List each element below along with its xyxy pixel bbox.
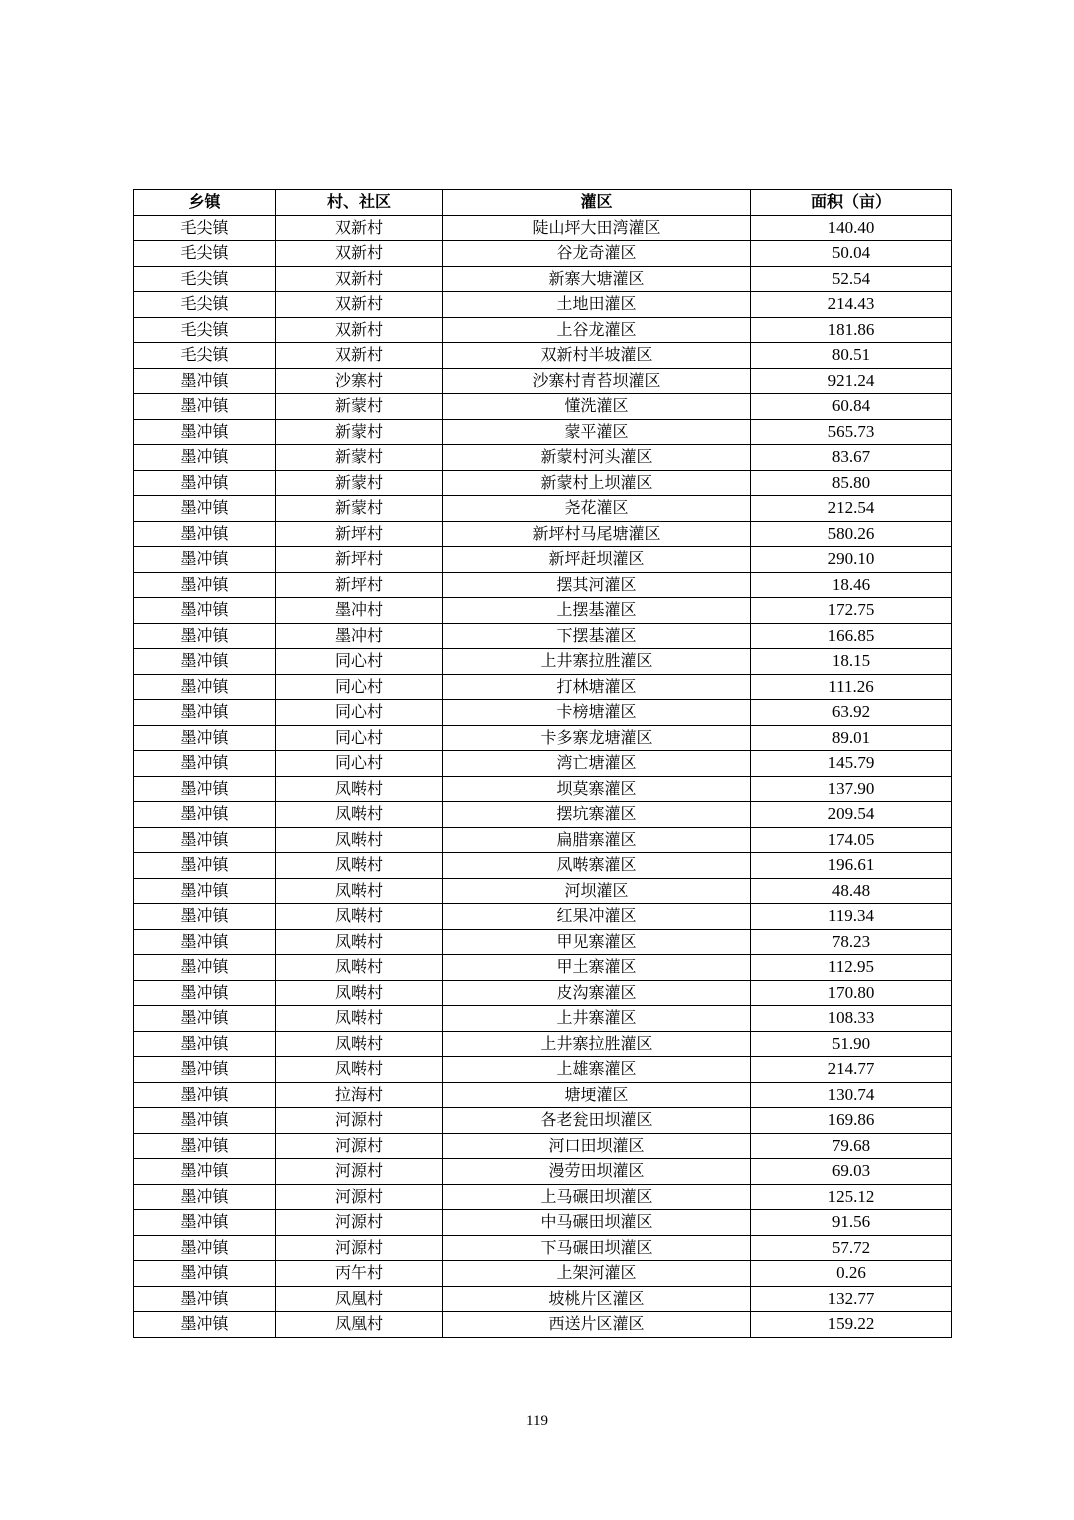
cell-area: 290.10 bbox=[751, 547, 952, 573]
table-row bbox=[134, 1312, 952, 1338]
cell-irrigation-area: 尧花灌区 bbox=[443, 496, 751, 522]
cell-area: 119.34 bbox=[751, 904, 952, 930]
table-row bbox=[134, 496, 952, 522]
cell-irrigation-area: 下马碾田坝灌区 bbox=[443, 1235, 751, 1261]
table-row bbox=[134, 649, 952, 675]
table-row bbox=[134, 1184, 952, 1210]
cell-township: 墨冲镇 bbox=[134, 394, 276, 420]
table-row bbox=[134, 751, 952, 777]
cell-township: 墨冲镇 bbox=[134, 598, 276, 624]
table-row bbox=[134, 266, 952, 292]
table-row bbox=[134, 955, 952, 981]
cell-village: 凤啭村 bbox=[276, 802, 443, 828]
cell-irrigation-area: 新蒙村上坝灌区 bbox=[443, 470, 751, 496]
table-row bbox=[134, 317, 952, 343]
cell-area: 80.51 bbox=[751, 343, 952, 369]
cell-township: 墨冲镇 bbox=[134, 878, 276, 904]
table-header bbox=[134, 190, 952, 216]
cell-area: 166.85 bbox=[751, 623, 952, 649]
cell-village: 新蒙村 bbox=[276, 394, 443, 420]
cell-area: 79.68 bbox=[751, 1133, 952, 1159]
cell-township: 墨冲镇 bbox=[134, 547, 276, 573]
cell-township: 墨冲镇 bbox=[134, 1133, 276, 1159]
cell-township: 毛尖镇 bbox=[134, 317, 276, 343]
cell-area: 83.67 bbox=[751, 445, 952, 471]
cell-village: 双新村 bbox=[276, 241, 443, 267]
cell-village: 凤啭村 bbox=[276, 1006, 443, 1032]
cell-township: 墨冲镇 bbox=[134, 904, 276, 930]
cell-township: 墨冲镇 bbox=[134, 496, 276, 522]
cell-township: 墨冲镇 bbox=[134, 623, 276, 649]
table-row bbox=[134, 521, 952, 547]
table-row bbox=[134, 853, 952, 879]
cell-irrigation-area: 新寨大塘灌区 bbox=[443, 266, 751, 292]
cell-irrigation-area: 西送片区灌区 bbox=[443, 1312, 751, 1338]
table-row bbox=[134, 292, 952, 318]
cell-irrigation-area: 各老瓮田坝灌区 bbox=[443, 1108, 751, 1134]
cell-village: 凤啭村 bbox=[276, 853, 443, 879]
cell-irrigation-area: 甲见寨灌区 bbox=[443, 929, 751, 955]
cell-irrigation-area: 上马碾田坝灌区 bbox=[443, 1184, 751, 1210]
cell-village: 凤啭村 bbox=[276, 1057, 443, 1083]
cell-area: 196.61 bbox=[751, 853, 952, 879]
cell-village: 双新村 bbox=[276, 317, 443, 343]
cell-irrigation-area: 新坪村马尾塘灌区 bbox=[443, 521, 751, 547]
cell-irrigation-area: 皮沟寨灌区 bbox=[443, 980, 751, 1006]
page-number: 119 bbox=[526, 1413, 548, 1429]
table-row bbox=[134, 904, 952, 930]
cell-township: 墨冲镇 bbox=[134, 802, 276, 828]
cell-village: 双新村 bbox=[276, 215, 443, 241]
cell-village: 丙午村 bbox=[276, 1261, 443, 1287]
cell-area: 125.12 bbox=[751, 1184, 952, 1210]
cell-area: 170.80 bbox=[751, 980, 952, 1006]
table-body bbox=[134, 215, 952, 1337]
cell-area: 112.95 bbox=[751, 955, 952, 981]
table-row bbox=[134, 674, 952, 700]
cell-irrigation-area: 上架河灌区 bbox=[443, 1261, 751, 1287]
cell-area: 172.75 bbox=[751, 598, 952, 624]
cell-area: 89.01 bbox=[751, 725, 952, 751]
cell-village: 凤凰村 bbox=[276, 1312, 443, 1338]
table-row bbox=[134, 547, 952, 573]
cell-area: 18.15 bbox=[751, 649, 952, 675]
cell-area: 60.84 bbox=[751, 394, 952, 420]
table-row bbox=[134, 241, 952, 267]
cell-village: 墨冲村 bbox=[276, 598, 443, 624]
cell-township: 墨冲镇 bbox=[134, 674, 276, 700]
table-row bbox=[134, 827, 952, 853]
cell-irrigation-area: 河口田坝灌区 bbox=[443, 1133, 751, 1159]
cell-township: 毛尖镇 bbox=[134, 241, 276, 267]
table-row bbox=[134, 1133, 952, 1159]
table-row bbox=[134, 572, 952, 598]
cell-irrigation-area: 湾亡塘灌区 bbox=[443, 751, 751, 777]
cell-irrigation-area: 凤啭寨灌区 bbox=[443, 853, 751, 879]
cell-irrigation-area: 甲土寨灌区 bbox=[443, 955, 751, 981]
cell-irrigation-area: 上井寨灌区 bbox=[443, 1006, 751, 1032]
cell-township: 毛尖镇 bbox=[134, 266, 276, 292]
cell-irrigation-area: 塘埂灌区 bbox=[443, 1082, 751, 1108]
cell-irrigation-area: 上雄寨灌区 bbox=[443, 1057, 751, 1083]
cell-area: 69.03 bbox=[751, 1159, 952, 1185]
table-row bbox=[134, 343, 952, 369]
cell-village: 新蒙村 bbox=[276, 496, 443, 522]
table-row bbox=[134, 1057, 952, 1083]
table-row bbox=[134, 470, 952, 496]
cell-township: 墨冲镇 bbox=[134, 445, 276, 471]
cell-area: 169.86 bbox=[751, 1108, 952, 1134]
cell-area: 159.22 bbox=[751, 1312, 952, 1338]
table-row bbox=[134, 623, 952, 649]
table-row bbox=[134, 368, 952, 394]
cell-township: 墨冲镇 bbox=[134, 1006, 276, 1032]
cell-village: 凤凰村 bbox=[276, 1286, 443, 1312]
cell-irrigation-area: 坝莫寨灌区 bbox=[443, 776, 751, 802]
cell-village: 沙寨村 bbox=[276, 368, 443, 394]
cell-village: 河源村 bbox=[276, 1133, 443, 1159]
cell-village: 新蒙村 bbox=[276, 470, 443, 496]
table-row bbox=[134, 1261, 952, 1287]
cell-village: 凤啭村 bbox=[276, 776, 443, 802]
cell-irrigation-area: 摆坑寨灌区 bbox=[443, 802, 751, 828]
cell-irrigation-area: 中马碾田坝灌区 bbox=[443, 1210, 751, 1236]
cell-township: 墨冲镇 bbox=[134, 1261, 276, 1287]
cell-village: 河源村 bbox=[276, 1235, 443, 1261]
table-row bbox=[134, 980, 952, 1006]
cell-irrigation-area: 新蒙村河头灌区 bbox=[443, 445, 751, 471]
cell-area: 137.90 bbox=[751, 776, 952, 802]
cell-village: 凤啭村 bbox=[276, 904, 443, 930]
cell-area: 565.73 bbox=[751, 419, 952, 445]
table-row bbox=[134, 1006, 952, 1032]
cell-irrigation-area: 土地田灌区 bbox=[443, 292, 751, 318]
header-area-mu: 面积（亩） bbox=[751, 190, 952, 216]
table-row bbox=[134, 802, 952, 828]
cell-village: 同心村 bbox=[276, 649, 443, 675]
cell-township: 墨冲镇 bbox=[134, 751, 276, 777]
cell-village: 河源村 bbox=[276, 1184, 443, 1210]
cell-township: 墨冲镇 bbox=[134, 521, 276, 547]
cell-area: 63.92 bbox=[751, 700, 952, 726]
table-row bbox=[134, 700, 952, 726]
cell-village: 凤啭村 bbox=[276, 980, 443, 1006]
cell-township: 墨冲镇 bbox=[134, 1082, 276, 1108]
cell-area: 52.54 bbox=[751, 266, 952, 292]
table-row bbox=[134, 929, 952, 955]
cell-irrigation-area: 卡多寨龙塘灌区 bbox=[443, 725, 751, 751]
table-row bbox=[134, 878, 952, 904]
cell-township: 毛尖镇 bbox=[134, 292, 276, 318]
table-row bbox=[134, 1108, 952, 1134]
cell-area: 18.46 bbox=[751, 572, 952, 598]
cell-irrigation-area: 摆其河灌区 bbox=[443, 572, 751, 598]
irrigation-area-table bbox=[133, 189, 952, 1338]
cell-township: 墨冲镇 bbox=[134, 649, 276, 675]
cell-village: 新蒙村 bbox=[276, 445, 443, 471]
cell-township: 墨冲镇 bbox=[134, 725, 276, 751]
cell-village: 双新村 bbox=[276, 343, 443, 369]
table-row bbox=[134, 1210, 952, 1236]
cell-area: 209.54 bbox=[751, 802, 952, 828]
cell-irrigation-area: 陡山坪大田湾灌区 bbox=[443, 215, 751, 241]
cell-village: 同心村 bbox=[276, 725, 443, 751]
cell-village: 凤啭村 bbox=[276, 929, 443, 955]
cell-village: 双新村 bbox=[276, 292, 443, 318]
cell-area: 48.48 bbox=[751, 878, 952, 904]
table-row bbox=[134, 445, 952, 471]
cell-township: 墨冲镇 bbox=[134, 1235, 276, 1261]
cell-township: 墨冲镇 bbox=[134, 419, 276, 445]
header-irrigation-area: 灌区 bbox=[443, 190, 751, 216]
cell-village: 河源村 bbox=[276, 1159, 443, 1185]
cell-area: 111.26 bbox=[751, 674, 952, 700]
table-row bbox=[134, 419, 952, 445]
cell-village: 凤啭村 bbox=[276, 878, 443, 904]
header-township: 乡镇 bbox=[134, 190, 276, 216]
cell-township: 墨冲镇 bbox=[134, 1108, 276, 1134]
cell-area: 212.54 bbox=[751, 496, 952, 522]
cell-village: 新坪村 bbox=[276, 547, 443, 573]
cell-village: 凤啭村 bbox=[276, 827, 443, 853]
cell-village: 新坪村 bbox=[276, 521, 443, 547]
cell-township: 墨冲镇 bbox=[134, 955, 276, 981]
cell-township: 毛尖镇 bbox=[134, 215, 276, 241]
cell-township: 墨冲镇 bbox=[134, 929, 276, 955]
cell-township: 墨冲镇 bbox=[134, 1184, 276, 1210]
cell-area: 181.86 bbox=[751, 317, 952, 343]
cell-village: 同心村 bbox=[276, 700, 443, 726]
cell-irrigation-area: 红果冲灌区 bbox=[443, 904, 751, 930]
cell-village: 河源村 bbox=[276, 1210, 443, 1236]
cell-irrigation-area: 上谷龙灌区 bbox=[443, 317, 751, 343]
cell-township: 墨冲镇 bbox=[134, 827, 276, 853]
cell-area: 214.77 bbox=[751, 1057, 952, 1083]
cell-area: 130.74 bbox=[751, 1082, 952, 1108]
table-row bbox=[134, 725, 952, 751]
table-row bbox=[134, 215, 952, 241]
cell-irrigation-area: 上井寨拉胜灌区 bbox=[443, 649, 751, 675]
cell-area: 91.56 bbox=[751, 1210, 952, 1236]
cell-area: 580.26 bbox=[751, 521, 952, 547]
table-row bbox=[134, 1031, 952, 1057]
cell-village: 新蒙村 bbox=[276, 419, 443, 445]
cell-area: 140.40 bbox=[751, 215, 952, 241]
cell-village: 同心村 bbox=[276, 751, 443, 777]
cell-irrigation-area: 河坝灌区 bbox=[443, 878, 751, 904]
cell-township: 墨冲镇 bbox=[134, 853, 276, 879]
cell-village: 河源村 bbox=[276, 1108, 443, 1134]
cell-township: 墨冲镇 bbox=[134, 1031, 276, 1057]
cell-area: 921.24 bbox=[751, 368, 952, 394]
cell-township: 墨冲镇 bbox=[134, 368, 276, 394]
cell-area: 214.43 bbox=[751, 292, 952, 318]
cell-area: 0.26 bbox=[751, 1261, 952, 1287]
cell-irrigation-area: 漫劳田坝灌区 bbox=[443, 1159, 751, 1185]
cell-irrigation-area: 谷龙奇灌区 bbox=[443, 241, 751, 267]
cell-irrigation-area: 上摆基灌区 bbox=[443, 598, 751, 624]
cell-township: 墨冲镇 bbox=[134, 700, 276, 726]
cell-township: 墨冲镇 bbox=[134, 980, 276, 1006]
cell-area: 108.33 bbox=[751, 1006, 952, 1032]
cell-area: 85.80 bbox=[751, 470, 952, 496]
cell-village: 拉海村 bbox=[276, 1082, 443, 1108]
header-row bbox=[134, 190, 952, 216]
table-row bbox=[134, 1159, 952, 1185]
table-row bbox=[134, 1286, 952, 1312]
cell-irrigation-area: 蒙平灌区 bbox=[443, 419, 751, 445]
cell-irrigation-area: 卡榜塘灌区 bbox=[443, 700, 751, 726]
cell-irrigation-area: 打林塘灌区 bbox=[443, 674, 751, 700]
table-row bbox=[134, 394, 952, 420]
cell-township: 墨冲镇 bbox=[134, 470, 276, 496]
cell-village: 双新村 bbox=[276, 266, 443, 292]
cell-irrigation-area: 双新村半坡灌区 bbox=[443, 343, 751, 369]
cell-township: 墨冲镇 bbox=[134, 1286, 276, 1312]
cell-area: 132.77 bbox=[751, 1286, 952, 1312]
cell-township: 墨冲镇 bbox=[134, 776, 276, 802]
cell-irrigation-area: 上井寨拉胜灌区 bbox=[443, 1031, 751, 1057]
cell-area: 50.04 bbox=[751, 241, 952, 267]
cell-irrigation-area: 扁腊寨灌区 bbox=[443, 827, 751, 853]
cell-village: 同心村 bbox=[276, 674, 443, 700]
cell-township: 毛尖镇 bbox=[134, 343, 276, 369]
cell-area: 174.05 bbox=[751, 827, 952, 853]
header-village: 村、社区 bbox=[276, 190, 443, 216]
cell-township: 墨冲镇 bbox=[134, 1159, 276, 1185]
cell-irrigation-area: 下摆基灌区 bbox=[443, 623, 751, 649]
cell-village: 凤啭村 bbox=[276, 955, 443, 981]
cell-irrigation-area: 坡桃片区灌区 bbox=[443, 1286, 751, 1312]
cell-irrigation-area: 懂洗灌区 bbox=[443, 394, 751, 420]
table-row bbox=[134, 598, 952, 624]
table-row bbox=[134, 1235, 952, 1261]
cell-village: 凤啭村 bbox=[276, 1031, 443, 1057]
cell-area: 51.90 bbox=[751, 1031, 952, 1057]
table-row bbox=[134, 1082, 952, 1108]
cell-area: 57.72 bbox=[751, 1235, 952, 1261]
cell-township: 墨冲镇 bbox=[134, 572, 276, 598]
table-row bbox=[134, 776, 952, 802]
cell-area: 145.79 bbox=[751, 751, 952, 777]
cell-village: 墨冲村 bbox=[276, 623, 443, 649]
cell-township: 墨冲镇 bbox=[134, 1312, 276, 1338]
cell-township: 墨冲镇 bbox=[134, 1210, 276, 1236]
cell-village: 新坪村 bbox=[276, 572, 443, 598]
cell-irrigation-area: 新坪赶坝灌区 bbox=[443, 547, 751, 573]
cell-area: 78.23 bbox=[751, 929, 952, 955]
cell-irrigation-area: 沙寨村青苔坝灌区 bbox=[443, 368, 751, 394]
cell-township: 墨冲镇 bbox=[134, 1057, 276, 1083]
